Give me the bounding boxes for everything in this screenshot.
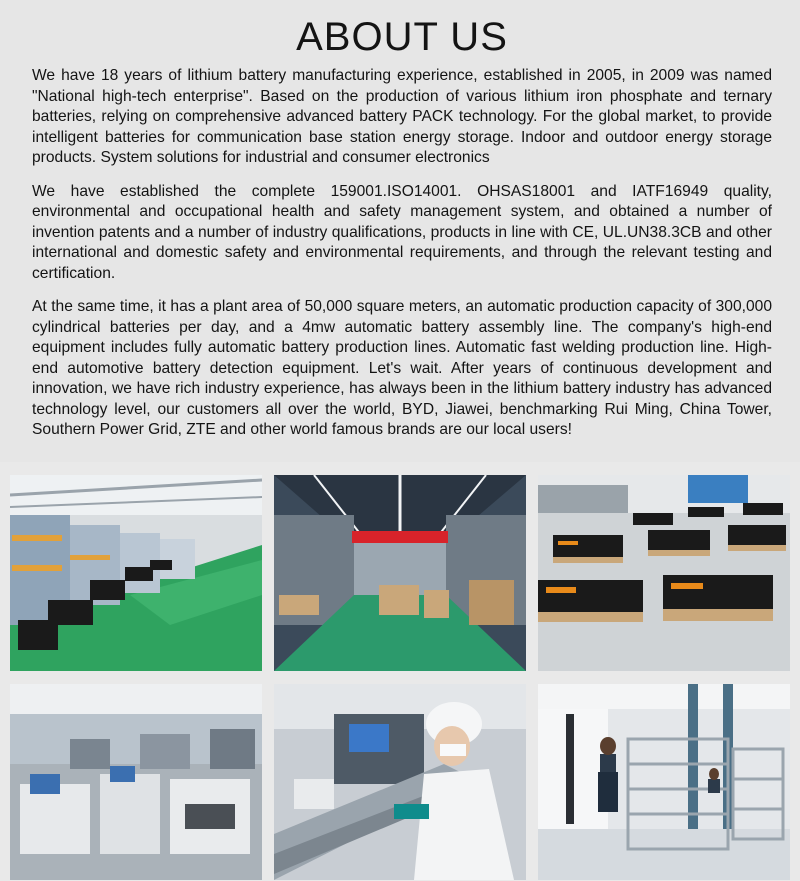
certification-paragraph: We have established the complete 159001.ISO14001. OHSAS18001 and IATF16949 quality, environmental and occupational health and safety management system, and obtained a number of invention patents and a number of industry qualifications, products in line with CE, UL.UN38.3CB and other international and domestic safety and environmental requirements, and through the relevant testing and certification.: [32, 182, 772, 282]
intro-paragraph: We have 18 years of lithium battery manufacturing experience, established in 2005, in 2009 was named "National high-tech enterprise". Based on the production of various lithium iron phosphate and ternary batteries, relying on comprehensive advanced battery PACK technology. For the global market, to provide intelligent batteries for communication base station energy storage. Indoor and outdoor energy storage products. System solutions for industrial and consumer electronics: [32, 67, 772, 166]
page-title: ABOUT US: [296, 15, 508, 59]
capacity-paragraph: At the same time, it has a plant area of 50,000 square meters, an automatic production capacity of 300,000 cylindrical batteries per day, and a 4mw automatic battery assembly line. The company's high-end equipment includes fully automatic battery production lines. Automatic fast welding production line. High-end automotive battery detection equipment. Let's wait. After years of continuous development and innovation, we have rich industry experience, has always been in the lithium battery industry has advanced technology level, our customers all over the world, BYD, Jiawei, benchmarking Rui Ming, China Tower, Southern Power Grid, ZTE and other world famous brands are our local users!: [32, 298, 772, 438]
photo-battery-assembly-line: [10, 475, 262, 671]
photo-factory-warehouse: [274, 475, 526, 671]
photo-aging-test-racks: [538, 684, 790, 880]
photo-worker-welding-line: [274, 684, 526, 880]
photo-battery-packs-on-pallets: [538, 475, 790, 671]
photo-automatic-production-machines: [10, 684, 262, 880]
factory-photo-gallery: [0, 462, 800, 881]
